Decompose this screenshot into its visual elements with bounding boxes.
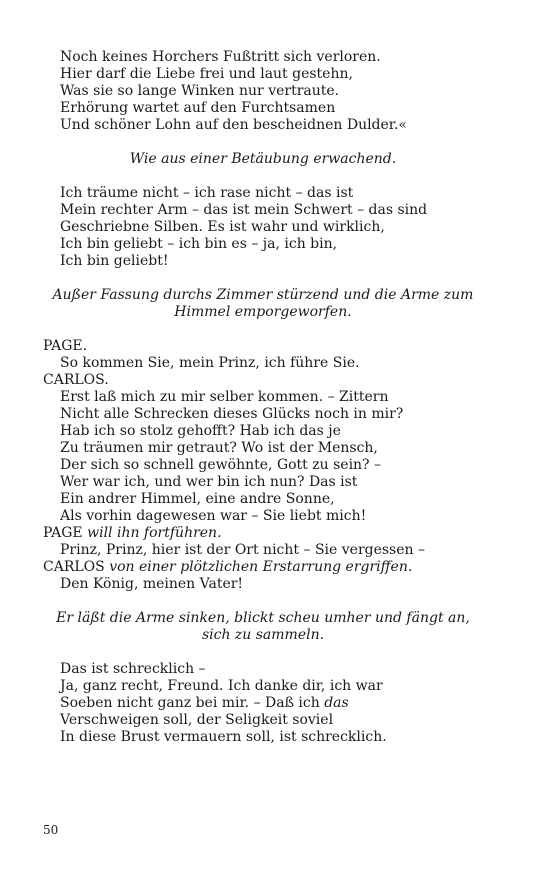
verse-line: So kommen Sie, mein Prinz, ich führe Sie. [60,355,360,371]
verse-line: Verschweigen soll, der Seligkeit soviel [60,712,334,728]
verse-line: Hier darf die Liebe frei und laut gestehn, [60,66,353,82]
verse-line: Was sie so lange Winken nur vertraute. [60,83,340,99]
verse-line: In diese Brust vermauern soll, ist schrecklich. [60,729,387,745]
verse-line: Wer war ich, und wer bin ich nun? Das ist [60,474,358,490]
verse-line: Ein andrer Himmel, eine andre Sonne, [60,491,335,507]
verse-line: Den König, meinen Vater! [60,576,244,592]
verse-line: Der sich so schnell gewöhnte, Gott zu sein? – [60,457,382,473]
verse-line: Erhörung wartet auf den Furchtsamen [60,100,336,116]
verse-line: Erst laß mich zu mir selber kommen. – Zittern [60,389,389,405]
inline-stage-direction: will ihn fortführen. [87,525,222,541]
speaker-name: PAGE. [43,338,88,354]
verse-line: Nicht alle Schrecken dieses Glücks noch in mir? [60,406,404,422]
stage-direction: Er läßt die Arme sinken, blickt scheu umher und fängt an, sich zu sammeln. [56,610,470,643]
speaker-line [43,525,483,542]
speaker-line [43,559,483,576]
verse-line: Ja, ganz recht, Freund. Ich danke dir, ich war [60,678,383,694]
verse-line: Das ist schrecklich – [60,661,206,677]
stage-direction: Wie aus einer Betäubung erwachend. [129,151,397,167]
speaker-name: PAGE [43,525,83,541]
speaker-name: CARLOS. [43,372,109,388]
speaker-name: CARLOS [43,559,105,575]
verse-line: Und schöner Lohn auf den bescheidnen Dulder.« [60,117,407,133]
emphasized-word: das [324,695,349,711]
verse-text: Soeben nicht ganz bei mir. – Daß ich [60,695,325,711]
page-number: 50 [43,823,59,837]
stage-direction: Außer Fassung durchs Zimmer stürzend und die Arme zum Himmel emporgeworfen. [52,287,474,320]
verse-line: Geschriebne Silben. Es ist wahr und wirklich, [60,219,385,235]
verse-line: Ich bin geliebt – ich bin es – ja, ich bin, [60,236,338,252]
page-text [43,49,483,746]
verse-line: Als vorhin dagewesen war – Sie liebt mich! [60,508,367,524]
verse-line: Ich bin geliebt! [60,253,169,269]
verse-line: Mein rechter Arm – das ist mein Schwert – das sind [60,202,428,218]
verse-line: Noch keines Horchers Fußtritt sich verloren. [60,49,381,65]
verse-line: Zu träumen mir getraut? Wo ist der Mensch, [60,440,378,456]
verse-line: Hab ich so stolz gehofft? Hab ich das je [60,423,341,439]
inline-stage-direction: von einer plötzlichen Erstarrung ergriffen. [109,559,413,575]
verse-line: Prinz, Prinz, hier ist der Ort nicht – Sie vergessen – [60,542,425,558]
verse-line [43,695,483,712]
verse-line: Ich träume nicht – ich rase nicht – das ist [60,185,354,201]
